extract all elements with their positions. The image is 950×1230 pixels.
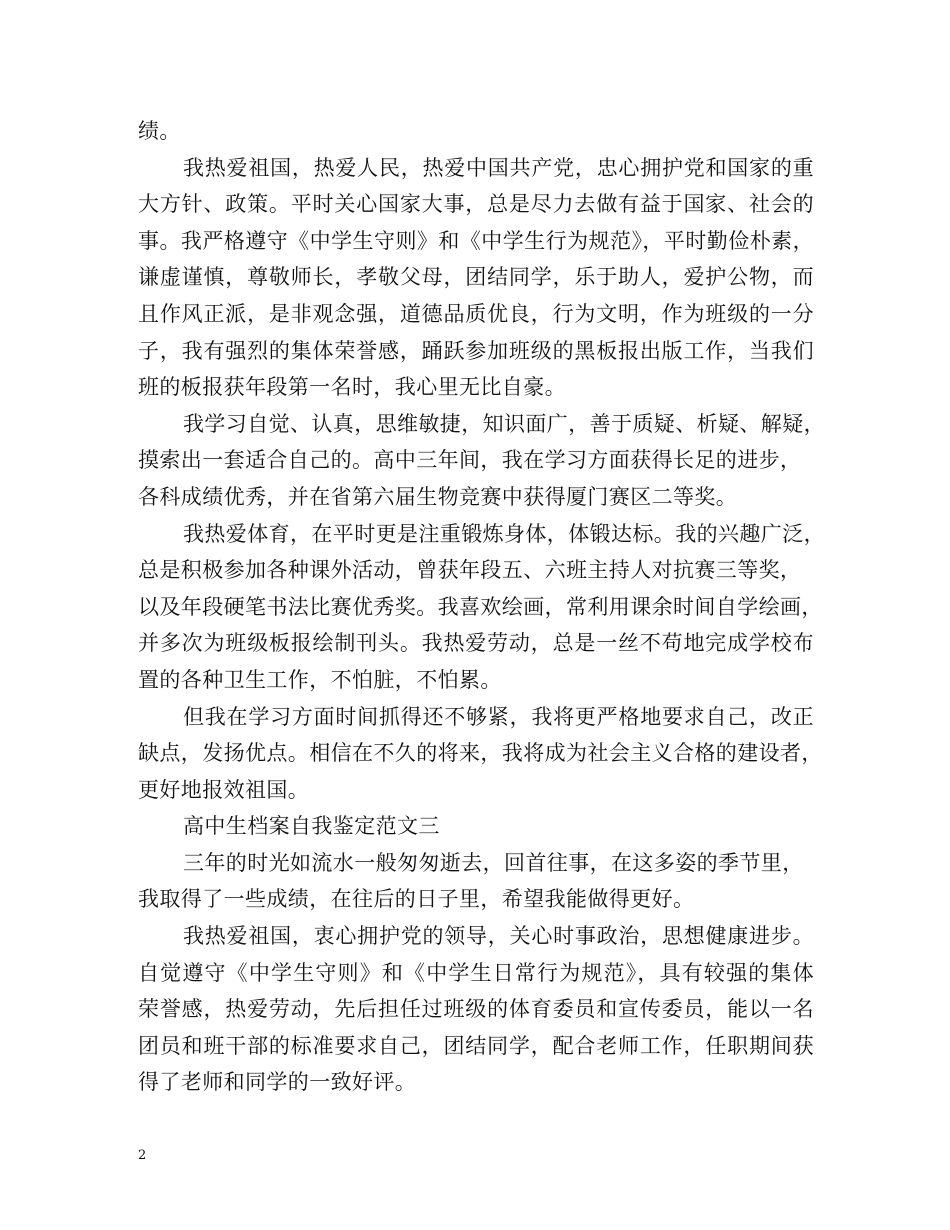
text-line: 子，我有强烈的集体荣誉感，踊跃参加班级的黑板报出版工作，当我们 bbox=[138, 338, 814, 363]
text-line: 我热爱祖国，热爱人民，热爱中国共产党，忠心拥护党和国家的重 bbox=[183, 155, 814, 180]
text-line: 更好地报效祖国。 bbox=[138, 777, 310, 802]
text-line: 班的板报获年段第一名时，我心里无比自豪。 bbox=[138, 375, 566, 400]
text-line: 并多次为班级板报绘制刊头。我热爱劳动，总是一丝不苟地完成学校布 bbox=[138, 631, 814, 656]
page-number: 2 bbox=[138, 1148, 147, 1163]
text-line: 谦虚谨慎，尊敬师长，孝敬父母，团结同学，乐于助人，爱护公物，而 bbox=[138, 265, 814, 290]
text-line: 我学习自觉、认真，思维敏捷，知识面广，善于质疑、析疑、解疑， bbox=[183, 411, 825, 436]
text-line: 各科成绩优秀，并在省第六届生物竞赛中获得厦门赛区二等奖。 bbox=[138, 484, 738, 509]
text-line: 且作风正派，是非观念强，道德品质优良，行为文明，作为班级的一分 bbox=[138, 301, 814, 326]
text-line: 以及年段硬笔书法比赛优秀奖。我喜欢绘画，常利用课余时间自学绘画， bbox=[138, 594, 823, 619]
text-line: 大方针、政策。平时关心国家大事，总是尽力去做有益于国家、社会的 bbox=[138, 192, 814, 217]
text-line: 我热爱祖国，衷心拥护党的领导，关心时事政治，思想健康进步。 bbox=[183, 924, 814, 949]
text-line: 事。我严格遵守《中学生守则》和《中学生行为规范》，平时勤俭朴素， bbox=[138, 228, 814, 253]
text-line: 绩。 bbox=[138, 119, 181, 143]
text-line: 荣誉感，热爱劳动，先后担任过班级的体育委员和宣传委员，能以一名 bbox=[138, 997, 814, 1022]
document-body bbox=[138, 113, 825, 1101]
section-heading: 高中生档案自我鉴定范文三 bbox=[183, 814, 440, 839]
text-line: 三年的时光如流水一般匆匆逝去，回首往事，在这多姿的季节里， bbox=[183, 850, 804, 875]
text-line: 团员和班干部的标准要求自己，团结同学，配合老师工作，任职期间获 bbox=[138, 1033, 814, 1058]
text-line: 自觉遵守《中学生守则》和《中学生日常行为规范》，具有较强的集体 bbox=[138, 960, 814, 985]
text-line: 缺点，发扬优点。相信在不久的将来，我将成为社会主义合格的建设者， bbox=[138, 741, 823, 766]
text-line: 摸索出一套适合自己的。高中三年间，我在学习方面获得长足的进步， bbox=[138, 448, 802, 473]
text-line: 但我在学习方面时间抓得还不够紧，我将更严格地要求自己，改正 bbox=[183, 704, 814, 729]
text-line: 我热爱体育，在平时更是注重锻炼身体，体锻达标。我的兴趣广泛， bbox=[183, 521, 825, 546]
text-line: 置的各种卫生工作，不怕脏，不怕累。 bbox=[138, 667, 502, 692]
text-line: 得了老师和同学的一致好评。 bbox=[138, 1070, 417, 1095]
text-line: 总是积极参加各种课外活动，曾获年段五、六班主持人对抗赛三等奖， bbox=[138, 558, 802, 583]
text-line: 我取得了一些成绩，在往后的日子里，希望我能做得更好。 bbox=[138, 887, 695, 912]
